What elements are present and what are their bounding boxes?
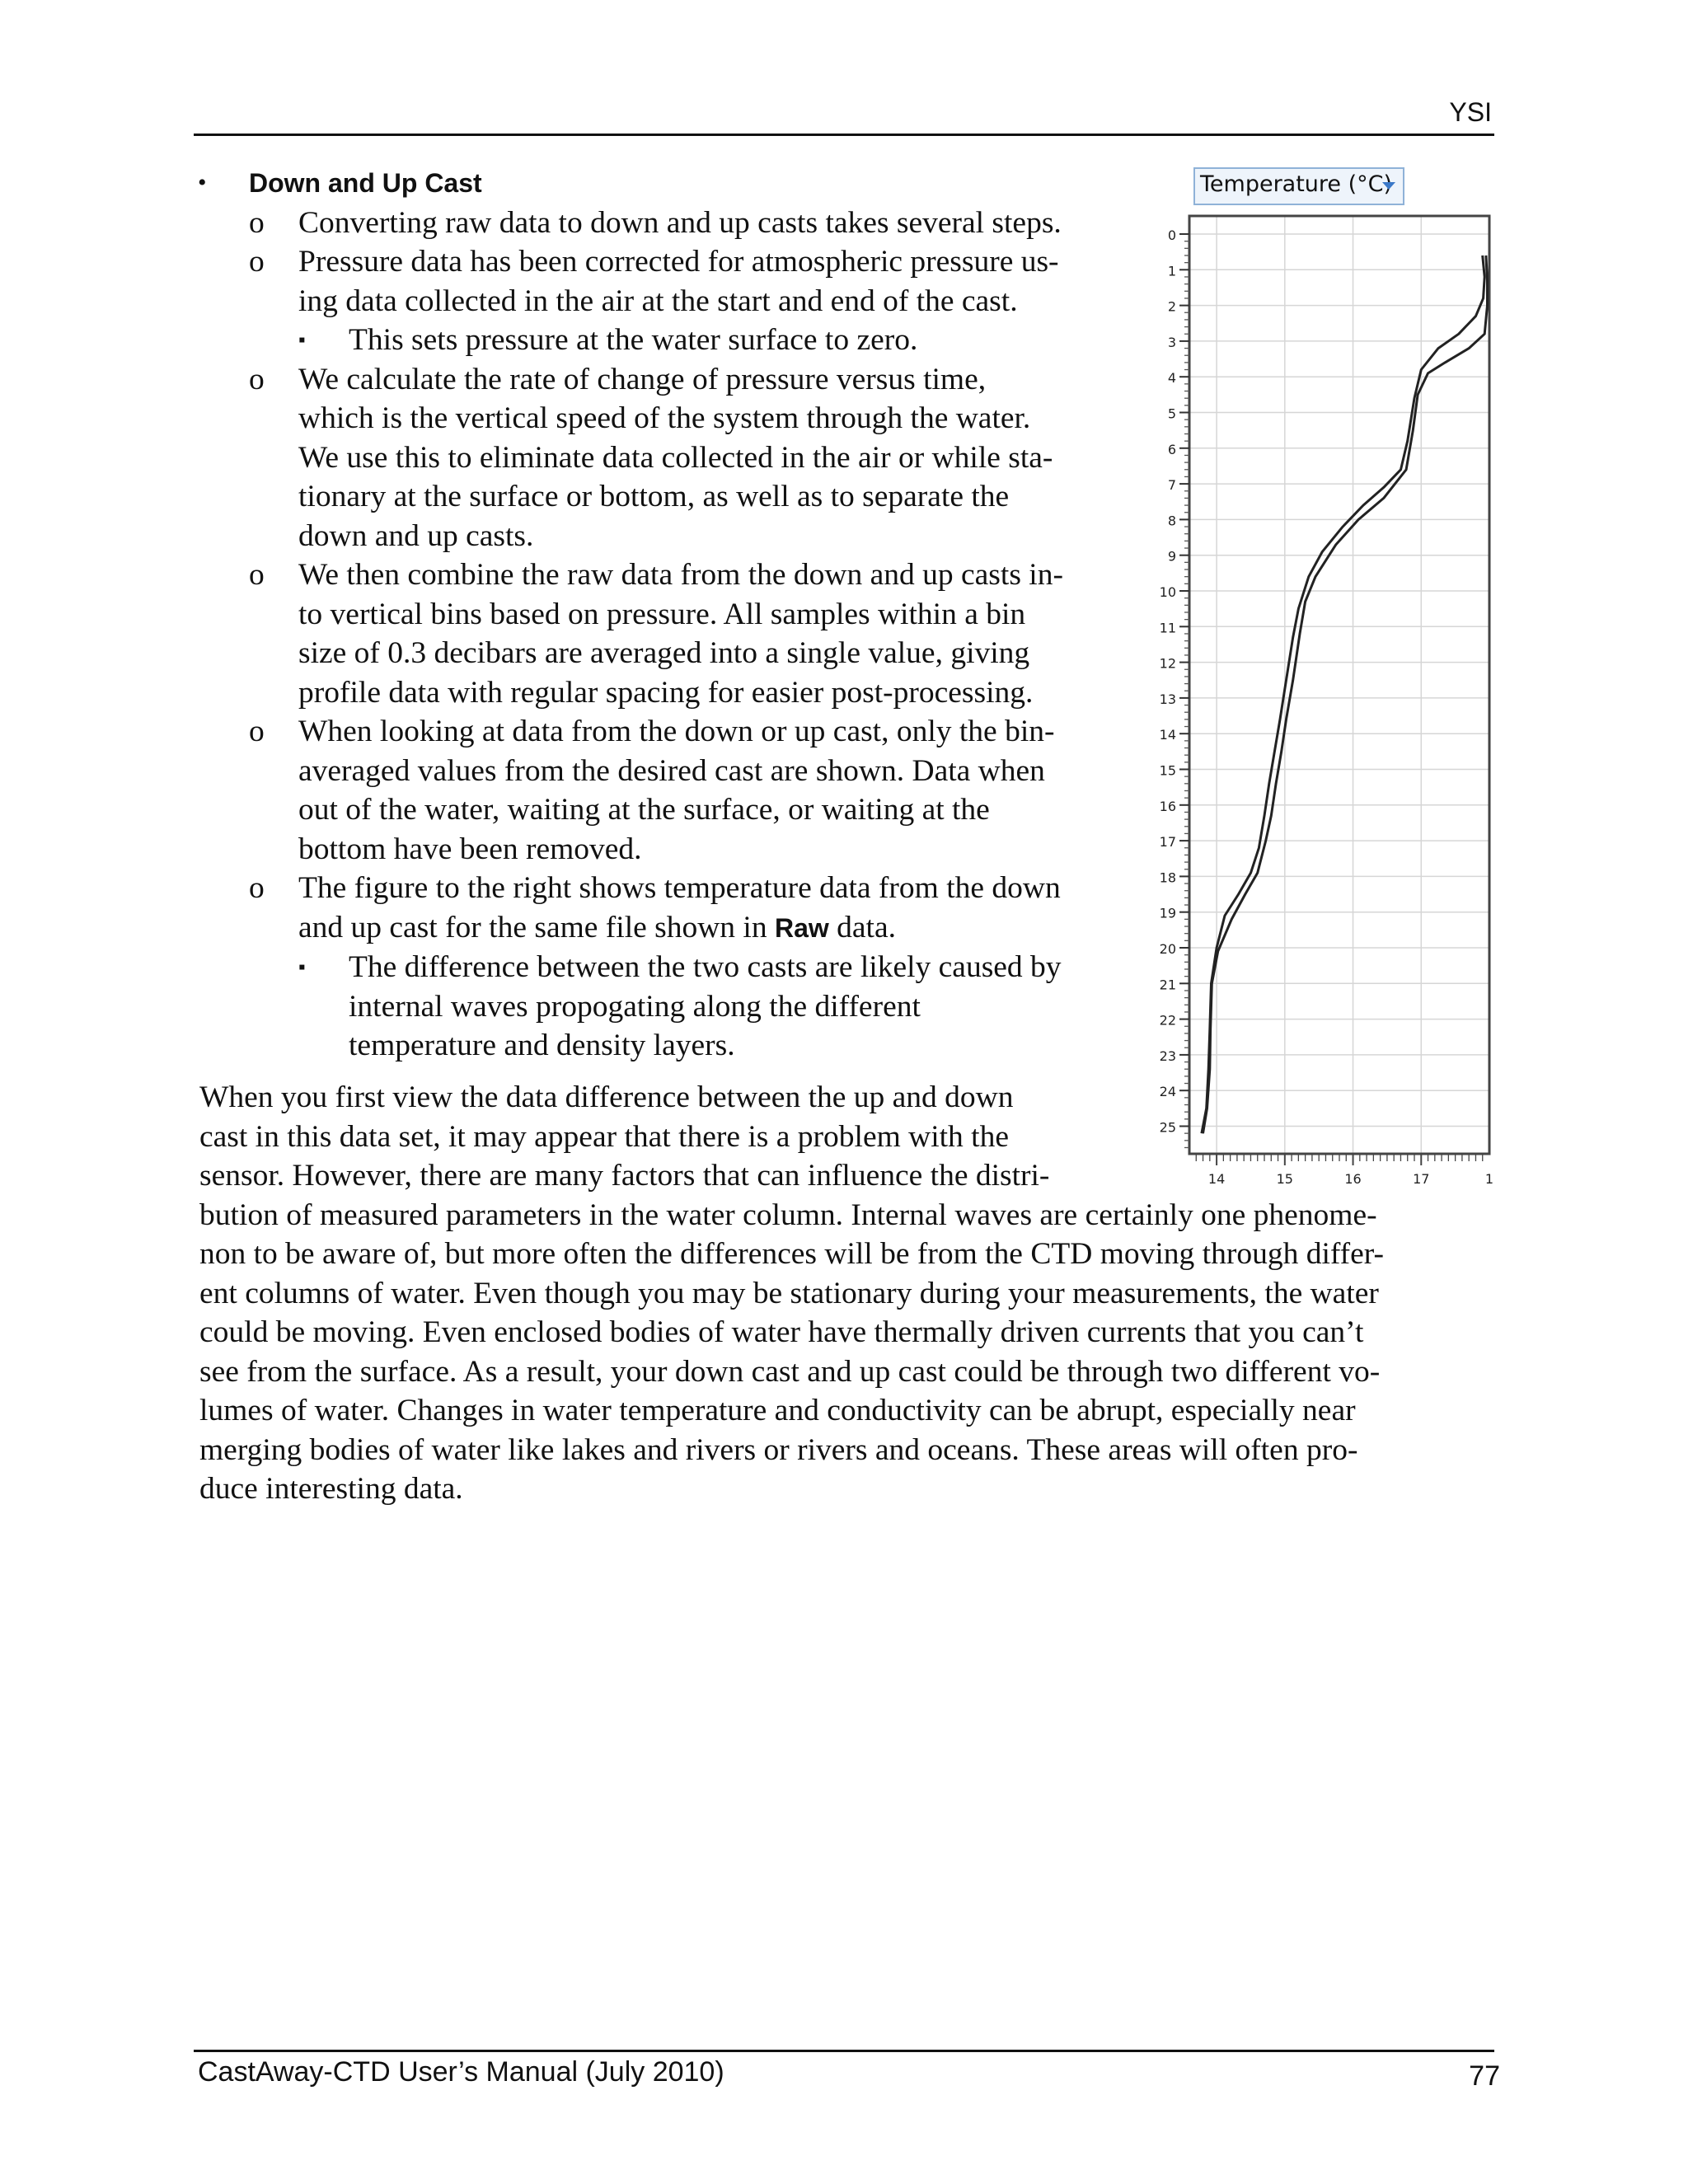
circle-mark: o [249,205,265,240]
list-item-line: We use this to eliminate data collected in the air or while sta- [298,440,1053,475]
y-tick-label: 3 [1167,334,1176,350]
paragraph-line: sensor. However, there are many factors that can influence the distri- [199,1159,1050,1193]
y-tick-label: 13 [1159,691,1176,707]
square-mark: ▪ [298,330,306,351]
bullet-heading [198,163,1137,204]
y-tick-label: 14 [1159,727,1176,743]
y-tick-label: 7 [1167,477,1176,494]
sub-item-line [198,1026,1137,1066]
sub-item-line [198,987,1137,1027]
running-header: YSI [1449,97,1492,127]
paragraph-line: cast in this data set, it may appear that there is a problem with the [199,1119,1009,1154]
sub-item-line [198,948,1137,987]
y-tick-label: 22 [1159,1012,1176,1029]
plot-area [1189,216,1489,1154]
square-mark: ▪ [298,957,306,978]
y-tick-label: 18 [1159,869,1176,886]
y-tick-label: 0 [1167,227,1176,243]
list-item-line: which is the vertical speed of the system through the water. [298,401,1031,435]
list-item-line: size of 0.3 decibars are averaged into a single value, giving [298,636,1030,670]
y-tick-label: 6 [1167,441,1176,457]
chart-canvas [1146,165,1500,1187]
parameter-dropdown-value: Temperature (°C) [1200,171,1393,197]
list-item-text: data. [828,910,896,944]
list-item-line: out of the water, waiting at the surface, or waiting at the [298,793,990,827]
y-tick-label: 8 [1167,513,1176,529]
y-tick-label: 25 [1159,1119,1176,1136]
page-number: 77 [1469,2060,1500,2092]
paragraph-line: could be moving. Even enclosed bodies of water have thermally driven currents that you can’t [199,1315,1364,1349]
y-tick-label: 4 [1167,370,1176,387]
temperature-profile-chart [1146,165,1500,1187]
paragraph-line: ent columns of water. Even though you may be stationary during your measurements, the water [199,1276,1379,1310]
list-item-text: We calculate the rate of change of pressure versus time, [298,362,987,396]
y-tick-label: 5 [1167,405,1176,422]
list-item-line [198,869,1137,908]
sub-item-text: This sets pressure at the water surface to zero. [349,323,918,357]
list-item-line [198,712,1137,752]
body-paragraph [199,1078,1498,1509]
paragraph-line: When you first view the data difference between the up and down [199,1080,1014,1114]
bulleted-section [198,163,1137,1066]
list-item-text: and up cast for the same file shown in [298,910,775,944]
list-item-text: Pressure data has been corrected for atmospheric pressure us- [298,245,1059,279]
list-item-line [198,908,1137,949]
paragraph-line: lumes of water. Changes in water temperature and conductivity can be abrupt, especially near [199,1394,1356,1427]
list-item-line [198,242,1137,282]
y-tick-label: 24 [1159,1084,1176,1100]
raw-label: Raw [774,912,829,943]
list-item-line: ing data collected in the air at the start and end of the cast. [298,284,1018,318]
list-item-text: When looking at data from the down or up cast, only the bin- [298,715,1055,748]
x-tick-label: 15 [1276,1171,1293,1187]
list-item-line [198,555,1137,595]
list-item-line: bottom have been removed. [298,832,642,866]
y-tick-label: 12 [1159,655,1176,672]
x-tick-label: 14 [1207,1171,1226,1187]
y-tick-label: 2 [1167,298,1176,315]
y-tick-label: 11 [1159,620,1176,636]
circle-mark: o [249,871,265,905]
list-item-line: tionary at the surface or bottom, as well as to separate the [298,480,1010,513]
y-tick-label: 15 [1159,762,1176,779]
list-item-line: averaged values from the desired cast are shown. Data when [298,753,1045,788]
y-tick-label: 21 [1159,977,1176,993]
bullet-label: Down and Up Cast [249,168,482,198]
list-item-line [198,204,1137,243]
x-tick-label: 17 [1413,1171,1430,1187]
y-tick-label: 9 [1167,548,1176,565]
paragraph-line: non to be aware of, but more often the differences will be from the CTD moving through differ- [199,1237,1385,1271]
list-item-line: to vertical bins based on pressure. All samples within a bin [298,597,1026,631]
chevron-down-icon[interactable] [1382,182,1395,190]
y-tick-label: 10 [1159,584,1176,600]
list-item-text: Converting raw data to down and up casts takes several steps. [298,205,1062,240]
list-item-line [198,360,1137,400]
circle-mark: o [249,715,265,748]
y-tick-label: 20 [1159,941,1176,957]
footer-title: CastAway-CTD User’s Manual (July 2010) [198,2056,724,2088]
parameter-dropdown[interactable] [1193,167,1404,205]
sub-item-text: The difference between the two casts are likely caused by [349,950,1062,984]
sub-item-text: temperature and density layers. [349,1029,735,1062]
y-tick-label: 23 [1159,1047,1176,1064]
y-tick-label: 19 [1159,905,1176,921]
paragraph-line: bution of measured parameters in the water column. Internal waves are certainly one phenome- [199,1197,1377,1232]
x-tick-label: 1 [1484,1171,1494,1187]
circle-mark: o [249,558,265,592]
paragraph-line: merging bodies of water like lakes and rivers or rivers and oceans. These areas will often pro- [199,1432,1358,1467]
paragraph-line: duce interesting data. [199,1472,463,1506]
circle-mark: o [249,245,265,279]
footer-rule [194,2050,1494,2052]
header-rule [194,134,1494,136]
list-item-line: down and up casts. [298,518,534,553]
y-tick-label: 17 [1159,834,1176,851]
bullet-mark: • [198,169,207,196]
y-tick-label: 1 [1167,263,1176,279]
x-tick-label: 16 [1344,1171,1362,1187]
y-tick-label: 16 [1159,798,1176,814]
list-item-text: We then combine the raw data from the down and up casts in- [298,558,1063,592]
circle-mark: o [249,362,265,396]
sub-item-text: internal waves propogating along the different [349,989,921,1024]
sub-item-line [198,321,1137,360]
paragraph-line: see from the surface. As a result, your down cast and up cast could be through two different vo- [199,1354,1381,1389]
list-item-text: The figure to the right shows temperature data from the down [298,871,1061,905]
list-item-line: profile data with regular spacing for easier post-processing. [298,675,1034,710]
